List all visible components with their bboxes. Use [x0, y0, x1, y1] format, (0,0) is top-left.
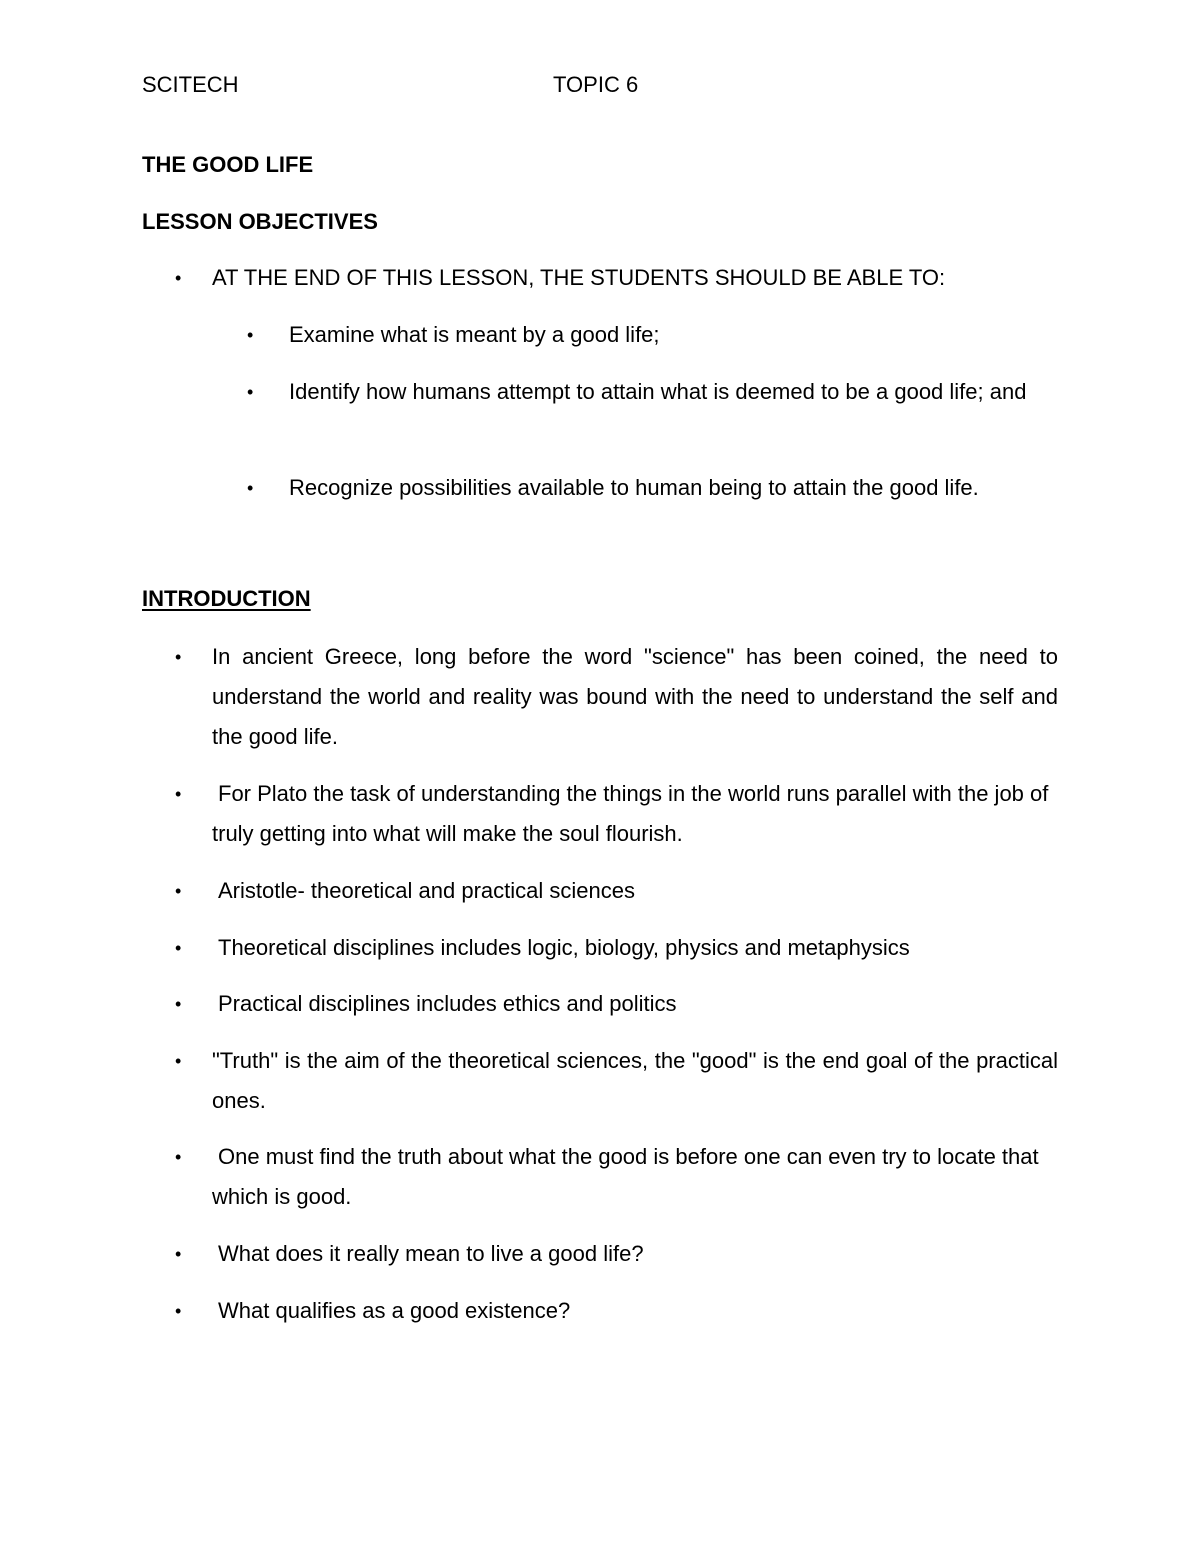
- bullet-icon: •: [175, 1301, 182, 1321]
- objectives-heading: LESSON OBJECTIVES: [142, 209, 378, 234]
- bullet-icon: •: [175, 1147, 182, 1167]
- bullet-icon: •: [175, 268, 182, 288]
- objective-item: Identify how humans attempt to attain what is deemed to be a good life; and: [289, 379, 1027, 404]
- intro-item: One must find the truth about what the good is before one can even try to locate that which is good.: [212, 1144, 1039, 1209]
- intro-item: What does it really mean to live a good life?: [218, 1241, 644, 1266]
- bullet-icon: •: [175, 938, 182, 958]
- intro-item: For Plato the task of understanding the things in the world runs parallel with the job of truly getting into what will make the soul flourish.: [212, 781, 1049, 846]
- bullet-icon: •: [247, 382, 254, 402]
- bullet-icon: •: [175, 1244, 182, 1264]
- bullet-icon: •: [247, 478, 254, 498]
- bullet-icon: •: [247, 325, 254, 345]
- intro-item: "Truth" is the aim of the theoretical sciences, the "good" is the end goal of the practical ones.: [212, 1048, 1058, 1113]
- bullet-icon: •: [175, 784, 182, 804]
- header-subject: SCITECH: [142, 72, 239, 97]
- objective-item: Recognize possibilities available to human being to attain the good life.: [289, 475, 979, 500]
- intro-item: Aristotle- theoretical and practical sciences: [218, 878, 635, 903]
- intro-item: Practical disciplines includes ethics and politics: [218, 991, 677, 1016]
- objective-item: Examine what is meant by a good life;: [289, 322, 660, 347]
- page-title: THE GOOD LIFE: [142, 152, 314, 177]
- intro-item: Theoretical disciplines includes logic, biology, physics and metaphysics: [218, 935, 910, 960]
- bullet-icon: •: [175, 881, 182, 901]
- bullet-icon: •: [175, 1051, 182, 1071]
- intro-item: In ancient Greece, long before the word "science" has been coined, the need to understand the world and reality was bound with the need to understand the self and the good life.: [212, 644, 1058, 749]
- bullet-icon: •: [175, 647, 182, 667]
- header-topic: TOPIC 6: [553, 72, 639, 97]
- introduction-heading: INTRODUCTION: [142, 586, 311, 611]
- bullet-icon: •: [175, 994, 182, 1014]
- objectives-lead: AT THE END OF THIS LESSON, THE STUDENTS SHOULD BE ABLE TO:: [212, 265, 946, 290]
- intro-item: What qualifies as a good existence?: [218, 1298, 571, 1323]
